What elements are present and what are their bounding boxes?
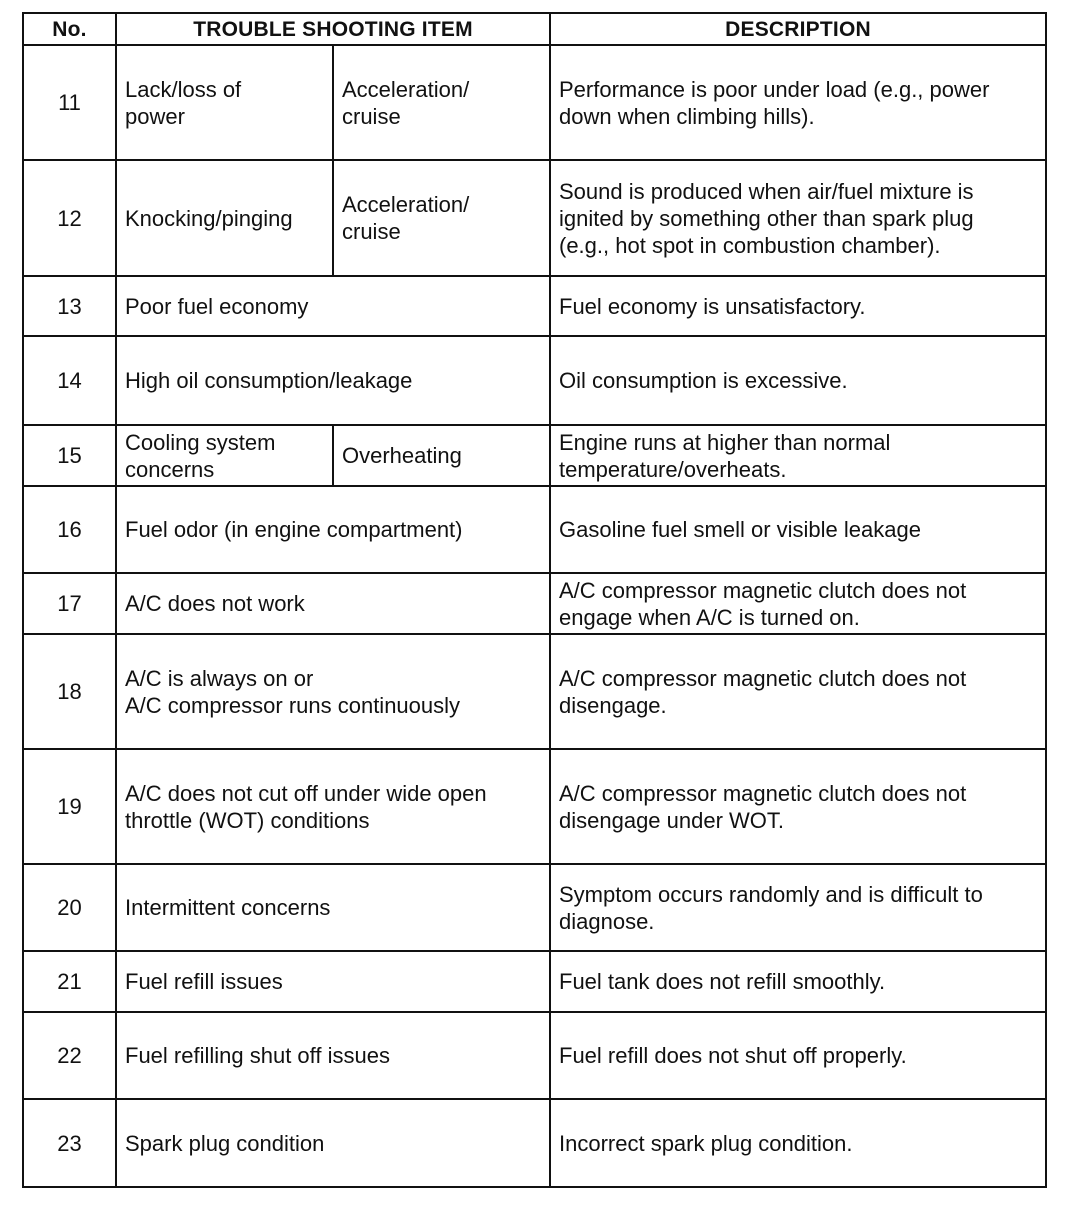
trouble-description: A/C compressor magnetic clutch does not disengage. (550, 634, 1046, 749)
table-row (23, 45, 1046, 160)
table-row (23, 573, 1046, 634)
row-number: 13 (23, 276, 116, 336)
row-number: 18 (23, 634, 116, 749)
trouble-condition: Acceleration/ cruise (333, 45, 550, 160)
trouble-item: Fuel refill issues (116, 951, 550, 1012)
table-row (23, 486, 1046, 573)
trouble-description: Engine runs at higher than normal temperature/overheats. (550, 425, 1046, 486)
trouble-item: Fuel refilling shut off issues (116, 1012, 550, 1099)
trouble-description: Gasoline fuel smell or visible leakage (550, 486, 1046, 573)
table-row (23, 160, 1046, 276)
trouble-item: Lack/loss of power (116, 45, 333, 160)
trouble-description: Fuel tank does not refill smoothly. (550, 951, 1046, 1012)
row-number: 17 (23, 573, 116, 634)
row-number: 23 (23, 1099, 116, 1187)
row-number: 21 (23, 951, 116, 1012)
table-row (23, 425, 1046, 486)
header-no: No. (23, 13, 116, 45)
table-row (23, 951, 1046, 1012)
table-row (23, 276, 1046, 336)
header-description: DESCRIPTION (550, 13, 1046, 45)
trouble-item: High oil consumption/leakage (116, 336, 550, 425)
trouble-item: Spark plug condition (116, 1099, 550, 1187)
row-number: 11 (23, 45, 116, 160)
table-row (23, 864, 1046, 951)
trouble-item: Knocking/pinging (116, 160, 333, 276)
trouble-description: Incorrect spark plug condition. (550, 1099, 1046, 1187)
table-row (23, 336, 1046, 425)
trouble-description: A/C compressor magnetic clutch does not disengage under WOT. (550, 749, 1046, 864)
trouble-description: Fuel economy is unsatisfactory. (550, 276, 1046, 336)
trouble-condition: Acceleration/ cruise (333, 160, 550, 276)
header-row (23, 13, 1046, 45)
row-number: 20 (23, 864, 116, 951)
trouble-description: Performance is poor under load (e.g., power down when climbing hills). (550, 45, 1046, 160)
row-number: 14 (23, 336, 116, 425)
table-row (23, 1012, 1046, 1099)
trouble-item: Fuel odor (in engine compartment) (116, 486, 550, 573)
trouble-item: Poor fuel economy (116, 276, 550, 336)
trouble-item: A/C does not work (116, 573, 550, 634)
trouble-description: Oil consumption is excessive. (550, 336, 1046, 425)
header-trouble-shooting-item: TROUBLE SHOOTING ITEM (116, 13, 550, 45)
row-number: 22 (23, 1012, 116, 1099)
row-number: 16 (23, 486, 116, 573)
trouble-item: A/C does not cut off under wide open throttle (WOT) conditions (116, 749, 550, 864)
trouble-description: A/C compressor magnetic clutch does not engage when A/C is turned on. (550, 573, 1046, 634)
trouble-item: Cooling system concerns (116, 425, 333, 486)
table-row (23, 634, 1046, 749)
trouble-description: Fuel refill does not shut off properly. (550, 1012, 1046, 1099)
troubleshooting-table (22, 12, 1047, 1188)
table-row (23, 749, 1046, 864)
table-row (23, 1099, 1046, 1187)
row-number: 19 (23, 749, 116, 864)
trouble-condition: Overheating (333, 425, 550, 486)
row-number: 15 (23, 425, 116, 486)
trouble-description: Symptom occurs randomly and is difficult to diagnose. (550, 864, 1046, 951)
row-number: 12 (23, 160, 116, 276)
trouble-item: A/C is always on or A/C compressor runs continuously (116, 634, 550, 749)
trouble-description: Sound is produced when air/fuel mixture is ignited by something other than spark plug (e.g., hot spot in combustion chamber). (550, 160, 1046, 276)
trouble-item: Intermittent concerns (116, 864, 550, 951)
